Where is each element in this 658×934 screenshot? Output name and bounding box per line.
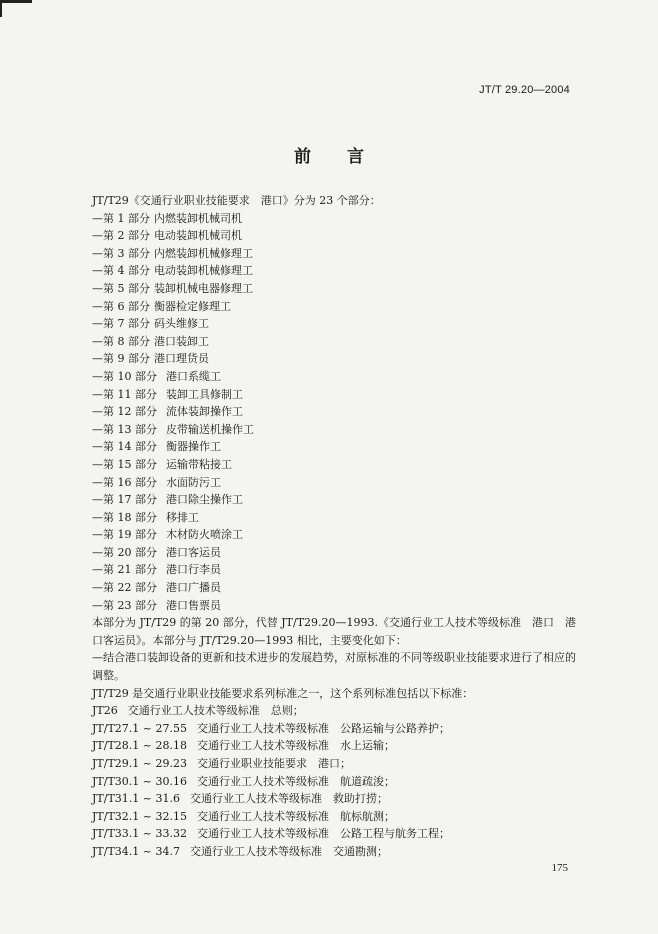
part-number: —第 21 部分 xyxy=(92,563,157,577)
change-paragraph: —结合港口装卸设备的更新和技术进步的发展趋势，对原标准的不同等级职业技能要求进行了相应的调整。 xyxy=(92,651,576,683)
standard-name: 交通行业工人技术等级标准 交通勘测； xyxy=(189,844,388,858)
part-name: 港口除尘操作工 xyxy=(166,493,243,507)
page-title xyxy=(0,142,658,167)
part-list-item xyxy=(92,509,578,527)
part-list-item xyxy=(92,544,578,562)
part-number: —第 1 部分 xyxy=(92,211,150,225)
part-number: —第 7 部分 xyxy=(92,317,150,331)
standard-name: 交通行业工人技术等级标准 公路工程与航务工程； xyxy=(196,827,450,841)
part-list-item xyxy=(92,350,578,368)
part-list-item xyxy=(92,526,578,544)
part-number: —第 4 部分 xyxy=(92,264,150,278)
part-list-item xyxy=(92,597,578,615)
part-number: —第 19 部分 xyxy=(92,528,157,542)
standard-list-item xyxy=(92,790,578,808)
standard-list-item xyxy=(92,755,578,773)
standard-list-item xyxy=(92,843,578,861)
part-name: 港口系缆工 xyxy=(166,369,221,383)
part-number: —第 20 部分 xyxy=(92,545,157,559)
part-number: —第 5 部分 xyxy=(92,281,150,295)
standard-name: 交通行业工人技术等级标准 航道疏浚； xyxy=(196,774,395,788)
scan-corner-mark xyxy=(0,0,32,17)
part-name: 运输带粘接工 xyxy=(166,457,232,471)
page-number: 175 xyxy=(551,862,568,874)
replacement-paragraph: 本部分为 JT/T29 的第 20 部分，代替 JT/T29.20—1993.《交通行业工人技术等级标准 港口 港口客运员》。本部分与 JT/T29.20—1993 相比，主要变化如下： xyxy=(92,616,577,647)
standard-code: JT/T31.1 ~ 31.6 xyxy=(92,792,180,806)
part-number: —第 15 部分 xyxy=(92,457,157,471)
part-number: —第 22 部分 xyxy=(92,581,157,595)
part-list-item xyxy=(92,438,578,456)
standard-list-item xyxy=(92,720,578,738)
part-list-item xyxy=(92,227,578,245)
document-code: JT/T 29.20—2004 xyxy=(479,84,570,96)
standard-code: JT/T28.1 ~ 28.18 xyxy=(92,739,187,753)
part-list-item xyxy=(92,421,578,439)
part-name: 移排工 xyxy=(166,510,199,524)
standard-code: JT/T34.1 ~ 34.7 xyxy=(92,844,180,858)
part-list-item xyxy=(92,210,578,228)
part-list-item xyxy=(92,333,578,351)
part-name: 港口理货员 xyxy=(154,352,209,366)
standard-code: JT/T32.1 ~ 32.15 xyxy=(92,809,187,823)
part-list-item xyxy=(92,368,578,386)
part-name: 电动装卸机械修理工 xyxy=(154,264,253,278)
part-name: 水面防污工 xyxy=(166,475,221,489)
part-number: —第 8 部分 xyxy=(92,334,150,348)
standard-name: 交通行业工人技术等级标准 总则； xyxy=(127,704,304,718)
part-list-item xyxy=(92,245,578,263)
part-name: 衡器操作工 xyxy=(166,440,221,454)
standard-code: JT/T33.1 ~ 33.32 xyxy=(92,827,187,841)
part-number: —第 6 部分 xyxy=(92,299,150,313)
part-number: —第 3 部分 xyxy=(92,246,150,260)
series-paragraph: JT/T29 是交通行业职业技能要求系列标准之一，这个系列标准包括以下标准： xyxy=(92,686,474,700)
standard-name: 交通行业职业技能要求 港口； xyxy=(196,757,351,770)
part-list-item xyxy=(92,298,578,316)
part-name: 流体装卸操作工 xyxy=(166,405,243,419)
part-number: —第 10 部分 xyxy=(92,369,157,383)
part-number: —第 9 部分 xyxy=(92,352,150,366)
part-list-item xyxy=(92,491,578,509)
part-list-item xyxy=(92,280,578,298)
part-name: 装卸工具修制工 xyxy=(166,387,243,401)
part-name: 港口装卸工 xyxy=(154,334,209,348)
part-list-item xyxy=(92,474,578,492)
part-list-item xyxy=(92,561,578,579)
part-name: 电动装卸机械司机 xyxy=(154,229,242,243)
part-number: —第 23 部分 xyxy=(92,598,157,612)
standard-name: 交通行业工人技术等级标准 航标航测； xyxy=(196,809,395,823)
part-name: 港口行李员 xyxy=(166,563,221,577)
title-char-1: 前 xyxy=(294,147,311,167)
parts-list xyxy=(92,210,578,615)
part-number: —第 16 部分 xyxy=(92,475,157,489)
standard-code: JT26 xyxy=(92,704,118,718)
part-number: —第 14 部分 xyxy=(92,440,157,454)
part-name: 衡器检定修理工 xyxy=(154,299,231,313)
standard-code: JT/T27.1 ~ 27.55 xyxy=(92,721,187,735)
part-list-item xyxy=(92,315,578,333)
standard-list-item xyxy=(92,737,578,755)
standard-code: JT/T30.1 ~ 30.16 xyxy=(92,774,187,788)
standards-list xyxy=(92,702,578,860)
standard-name: 交通行业工人技术等级标准 水上运输； xyxy=(196,739,395,753)
title-char-2: 言 xyxy=(347,147,364,167)
part-list-item xyxy=(92,403,578,421)
standard-code: JT/T29.1 ~ 29.23 xyxy=(92,757,187,770)
part-name: 木材防火喷涂工 xyxy=(166,528,243,542)
standard-list-item xyxy=(92,773,578,791)
standard-list-item xyxy=(92,808,578,826)
standard-name: 交通行业工人技术等级标准 救助打捞； xyxy=(189,792,388,806)
part-list-item xyxy=(92,456,578,474)
part-number: —第 11 部分 xyxy=(92,387,157,401)
part-name: 港口客运员 xyxy=(166,545,221,559)
standard-name: 交通行业工人技术等级标准 公路运输与公路养护； xyxy=(196,721,450,735)
part-name: 内燃装卸机械修理工 xyxy=(154,246,253,260)
part-number: —第 18 部分 xyxy=(92,510,157,524)
part-name: 港口广播员 xyxy=(166,581,221,595)
part-number: —第 17 部分 xyxy=(92,493,157,507)
intro-line: JT/T29《交通行业职业技能要求 港口》分为 23 个部分： xyxy=(92,194,381,207)
part-list-item xyxy=(92,579,578,597)
part-list-item xyxy=(92,262,578,280)
part-name: 装卸机械电器修理工 xyxy=(154,281,253,295)
standard-list-item xyxy=(92,825,578,843)
foreword-body xyxy=(92,192,578,861)
part-list-item xyxy=(92,386,578,404)
standard-list-item xyxy=(92,702,578,720)
part-number: —第 2 部分 xyxy=(92,229,150,243)
part-name: 码头维修工 xyxy=(154,317,209,331)
part-name: 皮带输送机操作工 xyxy=(166,422,254,436)
part-name: 港口售票员 xyxy=(166,598,221,612)
part-name: 内燃装卸机械司机 xyxy=(154,211,242,225)
part-number: —第 12 部分 xyxy=(92,405,157,419)
part-number: —第 13 部分 xyxy=(92,422,157,436)
